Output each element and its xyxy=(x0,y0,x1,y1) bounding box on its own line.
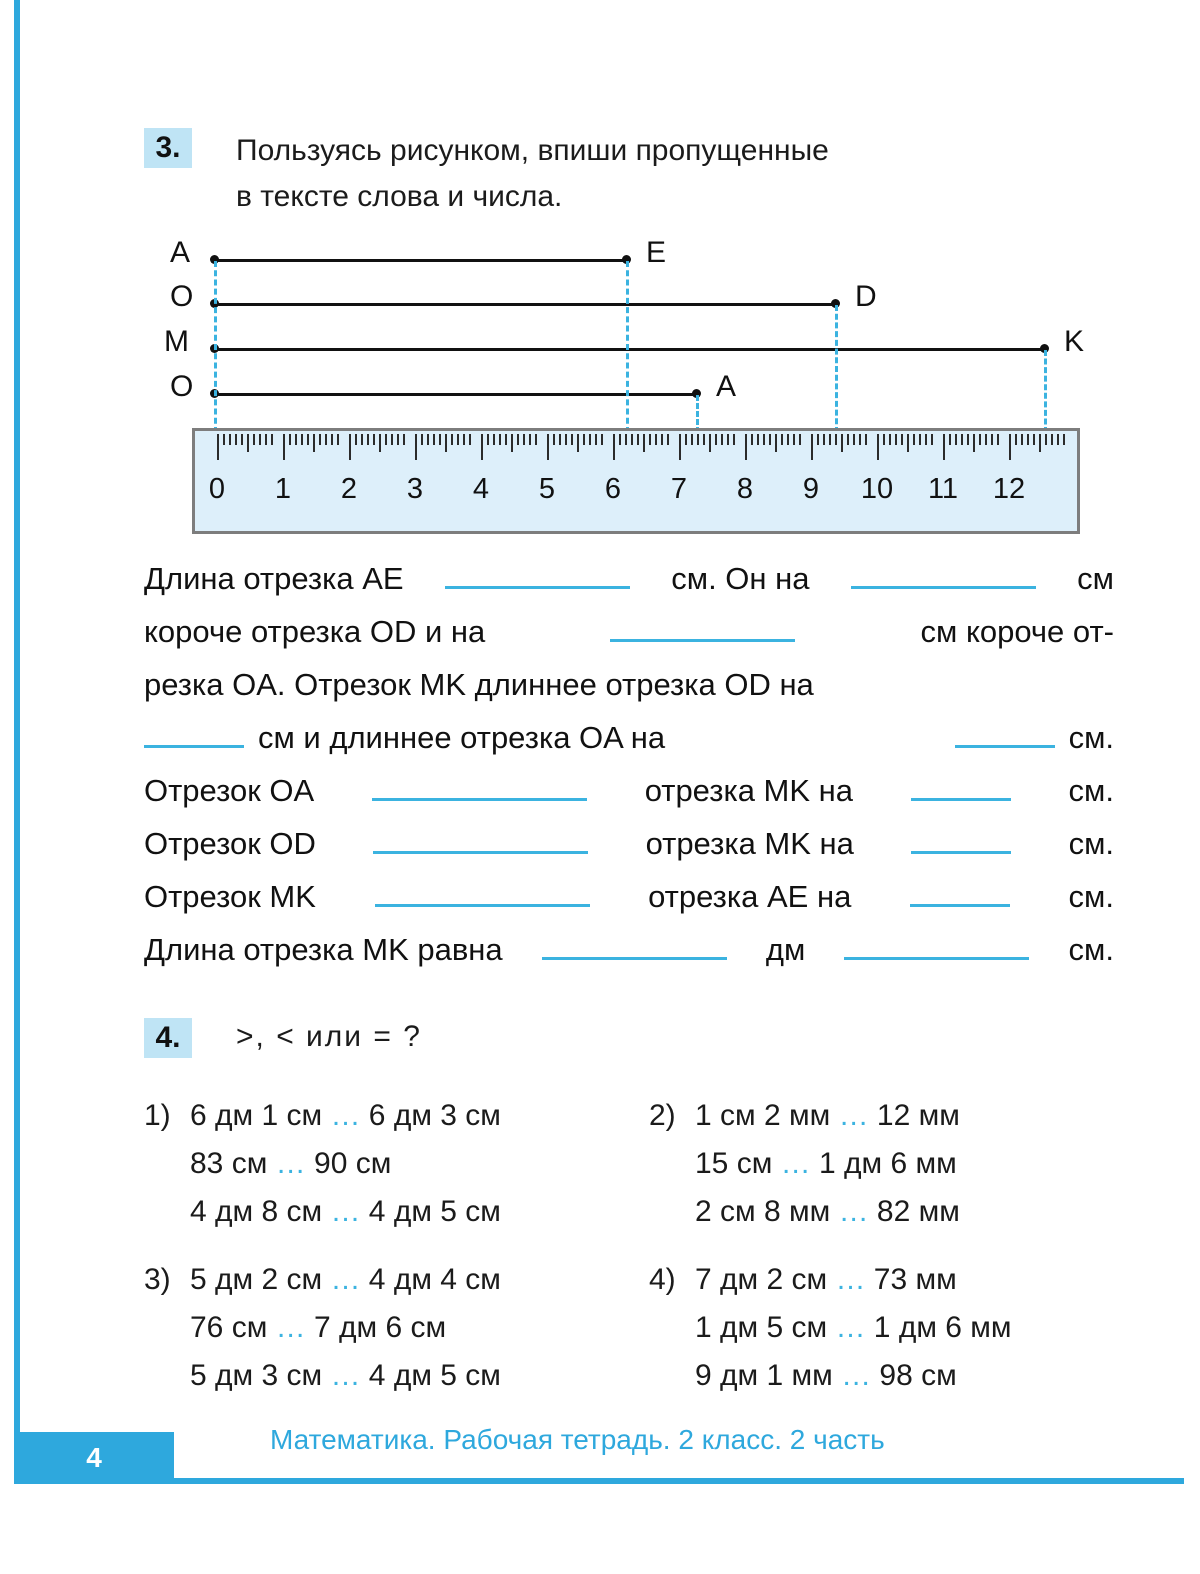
comparison-group-1 xyxy=(144,1092,649,1236)
ruler-label-9: 9 xyxy=(802,473,820,505)
ruler xyxy=(192,428,1080,534)
blank-input-13[interactable] xyxy=(844,923,1029,960)
blank-input-10[interactable] xyxy=(375,870,590,907)
comparison-item: 4 дм 8 см … 4 дм 5 см xyxy=(190,1195,501,1228)
blank-input-4[interactable] xyxy=(144,711,244,748)
comparison-item: 9 дм 1 мм … 98 см xyxy=(695,1359,957,1392)
comparison-group-4 xyxy=(649,1256,1154,1400)
ruler-label-0: 0 xyxy=(208,473,226,505)
comparison-item: 5 дм 3 см … 4 дм 5 см xyxy=(190,1359,501,1392)
segment-line-MK xyxy=(214,348,1044,351)
segment-label-A-start: A xyxy=(170,236,191,269)
group-index: 4) xyxy=(649,1263,676,1296)
blank-input-11[interactable] xyxy=(910,870,1010,907)
segment-label-E-end: E xyxy=(646,236,667,269)
segment-label-D-end: D xyxy=(855,280,877,313)
ruler-label-12: 12 xyxy=(992,473,1026,505)
comparison-item: 83 см … 90 см xyxy=(190,1147,392,1180)
fill-text-r2c: см. xyxy=(1068,826,1114,861)
fill-text-r2a: Отрезок OD xyxy=(144,826,316,861)
comparison-group-2 xyxy=(649,1092,1154,1236)
blank-input-1[interactable] xyxy=(445,552,630,589)
ruler-label-5: 5 xyxy=(538,473,556,505)
blank-input-8[interactable] xyxy=(373,817,588,854)
fill-text-r1c: см. xyxy=(1068,773,1114,808)
ruler-scale xyxy=(195,431,1077,531)
ruler-label-1: 1 xyxy=(274,473,292,505)
fill-text-p1: Длина отрезка AE xyxy=(144,561,404,596)
fill-line-5 xyxy=(144,764,1114,817)
fill-text-r4b: дм xyxy=(765,932,806,967)
fill-line-4 xyxy=(144,711,1114,764)
fill-line-3 xyxy=(144,658,1114,711)
footer-title: Математика. Рабочая тетрадь. 2 класс. 2 часть xyxy=(270,1424,885,1455)
dashed-guide-0cm xyxy=(214,261,217,433)
group-index: 3) xyxy=(144,1263,171,1296)
blank-input-6[interactable] xyxy=(372,764,587,801)
fill-text-r3a: Отрезок MK xyxy=(144,879,316,914)
task-4-prompt: >, < или = ? xyxy=(236,1020,422,1053)
comparison-group-3 xyxy=(144,1256,649,1400)
segment-label-O-start: O xyxy=(170,280,194,313)
dashed-guide-12cm xyxy=(1044,350,1047,433)
fill-text-p2: см. Он на xyxy=(671,561,810,596)
fill-text-p4: короче отрезка OD и на xyxy=(144,614,486,649)
fill-line-7 xyxy=(144,870,1114,923)
segment-line-OA xyxy=(214,393,696,396)
fill-text-p6: резка OA. Отрезок MK длиннее отрезка OD на xyxy=(144,667,814,702)
comparison-item: 1 см 2 мм … 12 мм xyxy=(695,1099,960,1132)
ruler-label-6: 6 xyxy=(604,473,622,505)
comparison-item: 6 дм 1 см … 6 дм 3 см xyxy=(190,1099,501,1132)
fill-text-p7: см и длиннее отрезка OA на xyxy=(258,720,666,755)
segment-line-OD xyxy=(214,303,835,306)
ruler-label-3: 3 xyxy=(406,473,424,505)
page-bottom-rule xyxy=(174,1478,1184,1484)
fill-line-8 xyxy=(144,923,1114,976)
blank-input-3[interactable] xyxy=(610,605,795,642)
ruler-label-10: 10 xyxy=(860,473,894,505)
segment-label-O2-start: O xyxy=(170,370,194,403)
blank-input-9[interactable] xyxy=(911,817,1011,854)
fill-line-2 xyxy=(144,605,1114,658)
fill-line-6 xyxy=(144,817,1114,870)
fill-text-r3b: отрезка AE на xyxy=(648,879,852,914)
dashed-guide-6cm xyxy=(626,261,629,433)
task-4-comparisons xyxy=(144,1092,1154,1420)
comparison-item: 15 см … 1 дм 6 мм xyxy=(695,1147,957,1180)
comparison-item: 5 дм 2 см … 4 дм 4 см xyxy=(190,1263,501,1296)
fill-text-r1a: Отрезок OA xyxy=(144,773,315,808)
page-number: 4 xyxy=(86,1442,102,1473)
task-3-prompt xyxy=(236,128,1106,220)
ruler-label-7: 7 xyxy=(670,473,688,505)
task-3-number: 3. xyxy=(144,128,192,168)
segment-label-M-start: M xyxy=(164,325,189,358)
ruler-label-8: 8 xyxy=(736,473,754,505)
fill-text-p3: см xyxy=(1077,561,1114,596)
fill-text-r2b: отрезка MK на xyxy=(645,826,854,861)
dashed-guide-9cm xyxy=(835,305,838,433)
fill-line-1 xyxy=(144,552,1114,605)
blank-input-2[interactable] xyxy=(851,552,1036,589)
task-3-prompt-line-1: Пользуясь рисунком, впиши пропущенные xyxy=(236,134,829,167)
comparison-item: 76 см … 7 дм 6 см xyxy=(190,1311,447,1344)
task-4-number: 4. xyxy=(144,1018,192,1058)
segment-label-A2-end: A xyxy=(716,370,737,403)
comparison-row xyxy=(144,1256,1154,1400)
fill-text-r3c: см. xyxy=(1068,879,1114,914)
blank-input-12[interactable] xyxy=(542,923,727,960)
page-left-rule xyxy=(14,0,20,1440)
comparison-item: 7 дм 2 см … 73 мм xyxy=(695,1263,957,1296)
fill-text-r1b: отрезка MK на xyxy=(644,773,854,808)
group-index: 1) xyxy=(144,1099,171,1132)
task-3-fill-in-text xyxy=(144,552,1114,976)
ruler-label-2: 2 xyxy=(340,473,358,505)
segment-line-AE xyxy=(214,259,626,262)
fill-text-r4c: см. xyxy=(1068,932,1114,967)
fill-text-p8: см. xyxy=(1068,720,1114,755)
group-index: 2) xyxy=(649,1099,676,1132)
comparison-item: 1 дм 5 см … 1 дм 6 мм xyxy=(695,1311,1012,1344)
blank-input-5[interactable] xyxy=(955,711,1055,748)
comparison-row xyxy=(144,1092,1154,1236)
fill-text-p5: см короче от- xyxy=(920,614,1114,649)
segment-label-K-end: K xyxy=(1064,325,1085,358)
ruler-label-11: 11 xyxy=(927,473,959,505)
ruler-label-4: 4 xyxy=(472,473,490,505)
blank-input-7[interactable] xyxy=(911,764,1011,801)
task-3-prompt-line-2: в тексте слова и числа. xyxy=(236,180,563,213)
fill-text-r4a: Длина отрезка MK равна xyxy=(144,932,503,967)
comparison-item: 2 см 8 мм … 82 мм xyxy=(695,1195,960,1228)
